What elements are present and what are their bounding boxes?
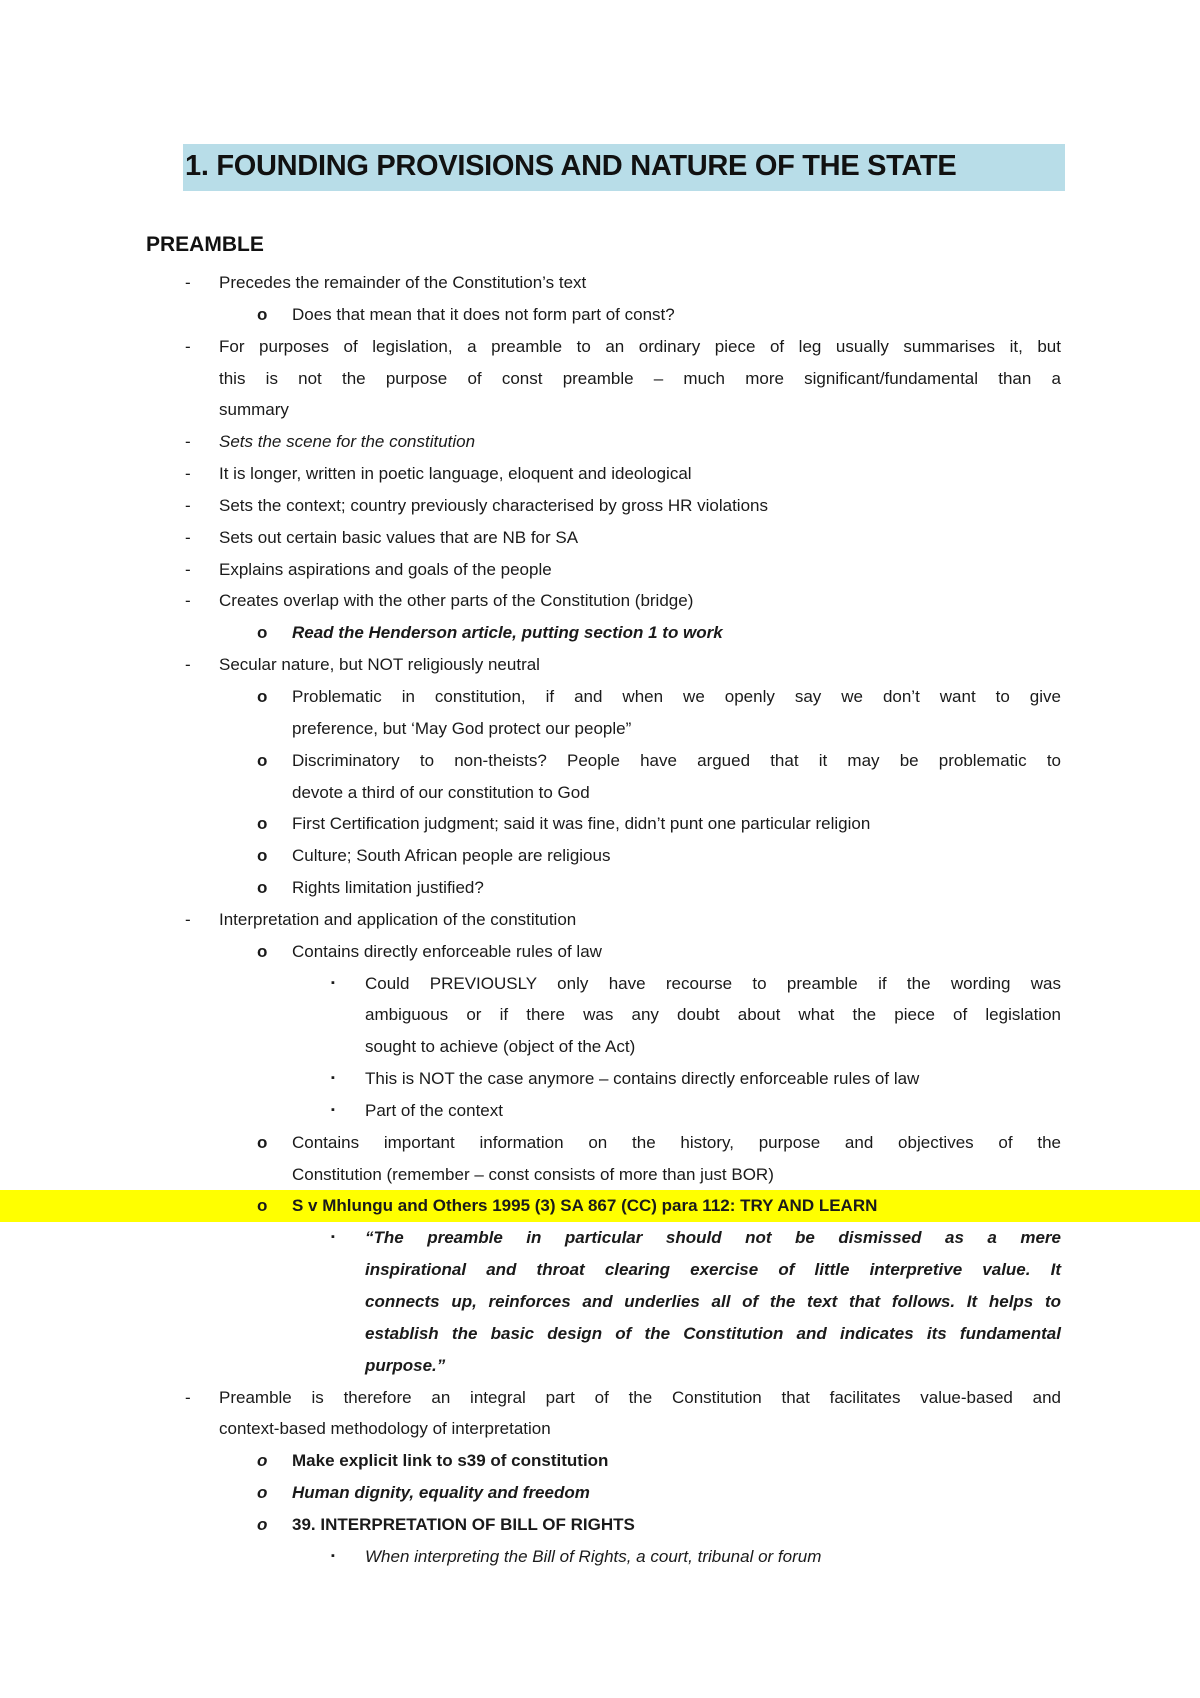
line-text: Part of the context bbox=[365, 1100, 503, 1120]
circle-bullet: o bbox=[257, 1132, 268, 1152]
line-text: Sets out certain basic values that are NB for SA bbox=[219, 527, 579, 547]
list-item bbox=[0, 1063, 1200, 1095]
line-text: This is NOT the case anymore – contains directly enforceable rules of law bbox=[365, 1069, 920, 1089]
list-item bbox=[0, 267, 1200, 299]
list-item bbox=[0, 936, 1200, 968]
list-item-continuation bbox=[0, 713, 1200, 745]
list-item bbox=[0, 904, 1200, 936]
line-text: summary bbox=[219, 400, 289, 420]
list-item bbox=[0, 1095, 1200, 1127]
square-bullet-icon: ▪ bbox=[331, 1549, 335, 1562]
circle-bullet: o bbox=[257, 878, 268, 898]
chapter-heading: 1. FOUNDING PROVISIONS AND NATURE OF THE STATE bbox=[185, 150, 957, 182]
line-text: sought to achieve (object of the Act) bbox=[365, 1037, 636, 1057]
square-bullet-icon: ▪ bbox=[331, 976, 335, 989]
circle-bullet: o bbox=[257, 750, 268, 770]
quote-continuation bbox=[0, 1350, 1200, 1382]
list-item bbox=[0, 617, 1200, 649]
list-item-continuation bbox=[0, 777, 1200, 809]
line-text: this is not the purpose of const preamble – much more significant/fundamental than a bbox=[219, 368, 1061, 388]
list-item bbox=[0, 745, 1200, 777]
line-text: preference, but ‘May God protect our people” bbox=[292, 718, 632, 738]
line-text: inspirational and throat clearing exercise of little interpretive value. It bbox=[365, 1260, 1061, 1280]
list-item bbox=[0, 299, 1200, 331]
list-item-continuation bbox=[0, 394, 1200, 426]
list-item bbox=[0, 331, 1200, 363]
list-item bbox=[0, 681, 1200, 713]
dash-bullet: - bbox=[185, 591, 191, 611]
circle-bullet: o bbox=[257, 941, 268, 961]
circle-bullet: o bbox=[257, 304, 268, 324]
list-item bbox=[0, 968, 1200, 1000]
circle-bullet: o bbox=[257, 814, 268, 834]
list-item bbox=[0, 1541, 1200, 1573]
list-item-continuation bbox=[0, 1159, 1200, 1191]
line-text: Discriminatory to non-theists? People have argued that it may be problematic to bbox=[292, 750, 1061, 770]
line-text: Make explicit link to s39 of constitution bbox=[292, 1451, 609, 1471]
list-item bbox=[0, 554, 1200, 586]
line-text: ambiguous or if there was any doubt about what the piece of legislation bbox=[365, 1005, 1061, 1025]
document-body bbox=[0, 267, 1200, 1573]
dash-bullet: - bbox=[185, 464, 191, 484]
line-text: “The preamble in particular should not be dismissed as a mere bbox=[365, 1228, 1061, 1248]
list-item-continuation bbox=[0, 1413, 1200, 1445]
line-text: Sets the scene for the constitution bbox=[219, 432, 476, 452]
list-item-continuation bbox=[0, 1031, 1200, 1063]
list-item bbox=[0, 808, 1200, 840]
line-text: 39. INTERPRETATION OF BILL OF RIGHTS bbox=[292, 1514, 635, 1534]
line-text: devote a third of our constitution to God bbox=[292, 782, 590, 802]
dash-bullet: - bbox=[185, 559, 191, 579]
list-item bbox=[0, 522, 1200, 554]
list-item bbox=[0, 1477, 1200, 1509]
highlighted-case-citation bbox=[0, 1190, 1200, 1222]
list-item bbox=[0, 585, 1200, 617]
dash-bullet: - bbox=[185, 432, 191, 452]
section-title: PREAMBLE bbox=[146, 233, 264, 256]
line-text: Could PREVIOUSLY only have recourse to preamble if the wording was bbox=[365, 973, 1061, 993]
line-text: Contains important information on the history, purpose and objectives of the bbox=[292, 1132, 1061, 1152]
list-item bbox=[0, 1382, 1200, 1414]
circle-bullet: o bbox=[257, 686, 268, 706]
line-text: establish the basic design of the Constitution and indicates its fundamental bbox=[365, 1323, 1061, 1343]
dash-bullet: - bbox=[185, 527, 191, 547]
chapter-heading-band bbox=[183, 144, 1065, 191]
circle-bullet: o bbox=[257, 1483, 268, 1503]
line-text: Creates overlap with the other parts of the Constitution (bridge) bbox=[219, 591, 694, 611]
line-text: connects up, reinforces and underlies all of the text that follows. It helps to bbox=[365, 1292, 1061, 1311]
dash-bullet: - bbox=[185, 273, 191, 292]
line-text: For purposes of legislation, a preamble to an ordinary piece of leg usually summarises it, but bbox=[219, 336, 1061, 356]
list-item bbox=[0, 1127, 1200, 1159]
circle-bullet: o bbox=[257, 623, 268, 643]
quote-continuation bbox=[0, 1286, 1200, 1318]
dash-bullet: - bbox=[185, 1387, 191, 1407]
list-item bbox=[0, 458, 1200, 490]
quote-item bbox=[0, 1222, 1200, 1254]
dash-bullet: - bbox=[185, 495, 191, 515]
line-text: Does that mean that it does not form part of const? bbox=[292, 304, 675, 324]
list-item bbox=[0, 490, 1200, 522]
line-text: Read the Henderson article, putting section 1 to work bbox=[292, 623, 723, 643]
line-text: Explains aspirations and goals of the people bbox=[219, 559, 552, 579]
list-item-continuation bbox=[0, 999, 1200, 1031]
square-bullet-icon: ▪ bbox=[331, 1072, 335, 1085]
list-item bbox=[0, 840, 1200, 872]
line-text: It is longer, written in poetic language, eloquent and ideological bbox=[219, 464, 692, 484]
line-text: Culture; South African people are religious bbox=[292, 846, 611, 866]
line-text: When interpreting the Bill of Rights, a court, tribunal or forum bbox=[365, 1546, 822, 1566]
list-item bbox=[0, 872, 1200, 904]
line-text: Sets the context; country previously characterised by gross HR violations bbox=[219, 495, 768, 515]
line-text: First Certification judgment; said it was fine, didn’t punt one particular religion bbox=[292, 814, 871, 834]
quote-continuation bbox=[0, 1318, 1200, 1350]
list-item bbox=[0, 1445, 1200, 1477]
square-bullet-icon: ▪ bbox=[331, 1103, 335, 1116]
list-item bbox=[0, 1509, 1200, 1541]
line-text: Problematic in constitution, if and when we openly say we don’t want to give bbox=[292, 686, 1061, 706]
line-text: S v Mhlungu and Others 1995 (3) SA 867 (CC) para 112: TRY AND LEARN bbox=[292, 1190, 877, 1222]
list-item bbox=[0, 426, 1200, 458]
circle-bullet: o bbox=[257, 1190, 267, 1222]
dash-bullet: - bbox=[185, 336, 191, 356]
line-text: Interpretation and application of the constitution bbox=[219, 909, 577, 929]
line-text: Constitution (remember – const consists of more than just BOR) bbox=[292, 1164, 774, 1184]
line-text: Preamble is therefore an integral part of the Constitution that facilitates value-based and bbox=[219, 1387, 1061, 1407]
line-text: Secular nature, but NOT religiously neutral bbox=[219, 655, 540, 675]
list-item-continuation bbox=[0, 363, 1200, 395]
line-text: Contains directly enforceable rules of law bbox=[292, 941, 602, 961]
list-item bbox=[0, 649, 1200, 681]
line-text: Human dignity, equality and freedom bbox=[292, 1483, 590, 1503]
circle-bullet: o bbox=[257, 1514, 268, 1534]
square-bullet-icon: ▪ bbox=[331, 1231, 335, 1244]
circle-bullet: o bbox=[257, 846, 268, 866]
circle-bullet: o bbox=[257, 1451, 268, 1471]
dash-bullet: - bbox=[185, 909, 191, 929]
line-text: Rights limitation justified? bbox=[292, 878, 484, 898]
dash-bullet: - bbox=[185, 655, 191, 675]
quote-continuation bbox=[0, 1254, 1200, 1286]
line-text: Precedes the remainder of the Constitution’s text bbox=[219, 273, 587, 292]
line-text: purpose.” bbox=[365, 1355, 446, 1375]
line-text: context-based methodology of interpretation bbox=[219, 1419, 551, 1439]
